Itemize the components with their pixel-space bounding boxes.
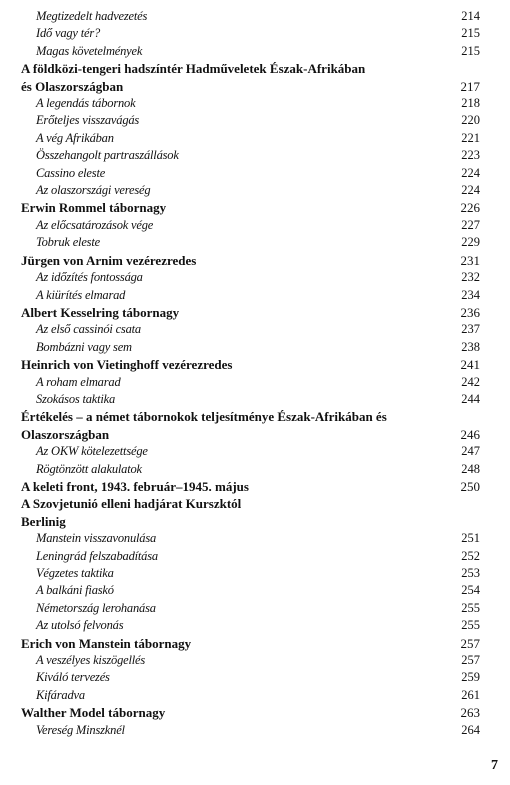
entry-page: 252 [461, 548, 480, 563]
toc-section-entry [0, 8, 510, 25]
entry-title: Berlinig [21, 513, 66, 529]
entry-title: A legendás tábornok [36, 96, 136, 111]
entry-title: A földközi-tengeri hadszíntér Hadműveletek Észak-Afrikában [21, 61, 366, 77]
entry-title: Albert Kesselring tábornagy [21, 304, 180, 320]
entry-page: 237 [461, 322, 480, 337]
entry-title: Rögtönzött alakulatok [36, 461, 142, 476]
entry-page: 226 [460, 200, 480, 216]
toc-section-entry [0, 669, 510, 686]
toc-section-entry [0, 25, 510, 42]
entry-title: Értékelés – a német tábornokok teljesítménye Észak-Afrikában és [21, 409, 387, 425]
entry-title: A keleti front, 1943. február–1945. május [21, 478, 249, 494]
entry-page: 232 [461, 270, 480, 285]
toc-chapter-entry [0, 356, 510, 373]
entry-title: A roham elmarad [36, 374, 121, 389]
entry-page: 218 [461, 96, 480, 111]
page-number: 7 [491, 758, 498, 773]
toc-chapter-entry [0, 495, 510, 512]
entry-page: 236 [460, 304, 480, 320]
toc-section-entry [0, 43, 510, 60]
entry-page: 229 [461, 235, 480, 250]
entry-title: Manstein visszavonulása [36, 531, 157, 546]
entry-page: 255 [461, 600, 480, 615]
toc-section-entry [0, 600, 510, 617]
entry-title: Erwin Rommel tábornagy [21, 200, 167, 216]
entry-title: Szokásos taktika [36, 391, 116, 406]
entry-title: Magas követelmények [36, 43, 143, 58]
toc-chapter-entry [0, 478, 510, 495]
entry-title: A vég Afrikában [36, 130, 114, 145]
entry-title: A kiürítés elmarad [36, 287, 126, 302]
toc-section-entry [0, 269, 510, 286]
toc-section-entry [0, 687, 510, 704]
entry-page: 255 [461, 618, 480, 633]
entry-title: Vereség Minszknél [36, 722, 125, 737]
entry-title: A balkáni fiaskó [36, 583, 114, 598]
toc-section-entry [0, 374, 510, 391]
entry-page: 244 [461, 391, 480, 406]
entry-title: A veszélyes kiszögellés [36, 653, 146, 668]
entry-page: 220 [461, 113, 480, 128]
entry-title: Kifáradva [36, 687, 85, 702]
entry-page: 257 [461, 653, 480, 668]
entry-title: Cassino eleste [36, 165, 106, 180]
toc-chapter-entry [0, 252, 510, 269]
entry-page: 224 [461, 165, 480, 180]
entry-page: 264 [461, 722, 480, 737]
entry-page: 247 [461, 444, 480, 459]
entry-page: 251 [461, 531, 480, 546]
toc-section-entry [0, 130, 510, 147]
entry-page: 250 [460, 478, 480, 494]
toc-chapter-entry [0, 304, 510, 321]
entry-title: A Szovjetunió elleni hadjárat Kurszktól [21, 496, 242, 512]
toc-section-entry [0, 548, 510, 565]
entry-page: 259 [461, 670, 480, 685]
toc-section-entry [0, 287, 510, 304]
entry-title: Walther Model tábornagy [21, 705, 166, 721]
entry-title: és Olaszországban [21, 78, 124, 94]
toc-chapter-entry [0, 426, 510, 443]
entry-page: 234 [461, 287, 480, 302]
entry-title: Heinrich von Vietinghoff vezérezredes [21, 357, 233, 373]
entry-title: Az OKW kötelezettsége [36, 444, 148, 459]
toc-chapter-entry [0, 635, 510, 652]
toc-section-entry [0, 461, 510, 478]
toc-section-entry [0, 565, 510, 582]
entry-page: 217 [460, 78, 480, 94]
entry-title: Kiváló tervezés [36, 670, 110, 685]
toc-section-entry [0, 722, 510, 739]
entry-title: Megtizedelt hadvezetés [36, 9, 148, 23]
entry-page: 261 [461, 687, 480, 702]
toc-chapter-entry [0, 513, 510, 530]
entry-page: 231 [460, 252, 480, 268]
entry-page: 214 [461, 9, 480, 23]
toc-chapter-entry [0, 60, 510, 77]
toc-chapter-entry [0, 408, 510, 425]
entry-page: 241 [460, 357, 480, 373]
entry-title: Az utolsó felvonás [36, 618, 124, 633]
entry-title: Jürgen von Arnim vezérezredes [21, 252, 197, 268]
entry-title: Az olaszországi vereség [36, 183, 151, 198]
entry-title: Olaszországban [21, 426, 110, 442]
entry-title: Erőteljes visszavágás [36, 113, 140, 128]
entry-title: Tobruk eleste [36, 235, 100, 250]
entry-title: Az első cassinói csata [36, 322, 141, 337]
entry-page: 254 [461, 583, 480, 598]
toc-section-entry [0, 217, 510, 234]
toc-chapter-entry [0, 704, 510, 721]
toc-section-entry [0, 582, 510, 599]
toc-chapter-entry [0, 78, 510, 95]
entry-page: 221 [461, 130, 480, 145]
toc-section-entry [0, 617, 510, 634]
entry-page: 253 [461, 566, 480, 580]
entry-page: 215 [461, 26, 480, 41]
entry-title: Összehangolt partraszállások [36, 148, 179, 163]
entry-title: Az előcsatározások vége [36, 217, 154, 232]
entry-title: Erich von Manstein tábornagy [21, 635, 192, 651]
toc-section-entry [0, 182, 510, 199]
entry-title: Leningrád felszabadítása [36, 548, 158, 563]
entry-page: 263 [460, 705, 480, 721]
entry-title: Idő vagy tér? [36, 26, 101, 41]
entry-page: 242 [461, 374, 480, 389]
toc-section-entry [0, 391, 510, 408]
toc-section-entry [0, 234, 510, 251]
entry-title: Végzetes taktika [36, 566, 114, 580]
entry-page: 224 [461, 183, 480, 198]
table-of-contents [0, 8, 510, 739]
entry-page: 223 [461, 148, 480, 163]
toc-section-entry [0, 321, 510, 338]
entry-page: 248 [461, 461, 480, 476]
entry-page: 257 [460, 635, 480, 651]
entry-page: 238 [461, 339, 480, 354]
entry-title: Bombázni vagy sem [36, 339, 132, 354]
entry-page: 246 [460, 426, 480, 442]
toc-section-entry [0, 443, 510, 460]
toc-section-entry [0, 165, 510, 182]
toc-section-entry [0, 530, 510, 547]
entry-title: Az időzítés fontossága [36, 270, 143, 285]
toc-section-entry [0, 652, 510, 669]
toc-chapter-entry [0, 199, 510, 216]
entry-title: Németország lerohanása [36, 600, 156, 615]
toc-section-entry [0, 147, 510, 164]
toc-section-entry [0, 339, 510, 356]
toc-section-entry [0, 95, 510, 112]
toc-section-entry [0, 112, 510, 129]
entry-page: 215 [461, 43, 480, 58]
entry-page: 227 [461, 217, 480, 232]
